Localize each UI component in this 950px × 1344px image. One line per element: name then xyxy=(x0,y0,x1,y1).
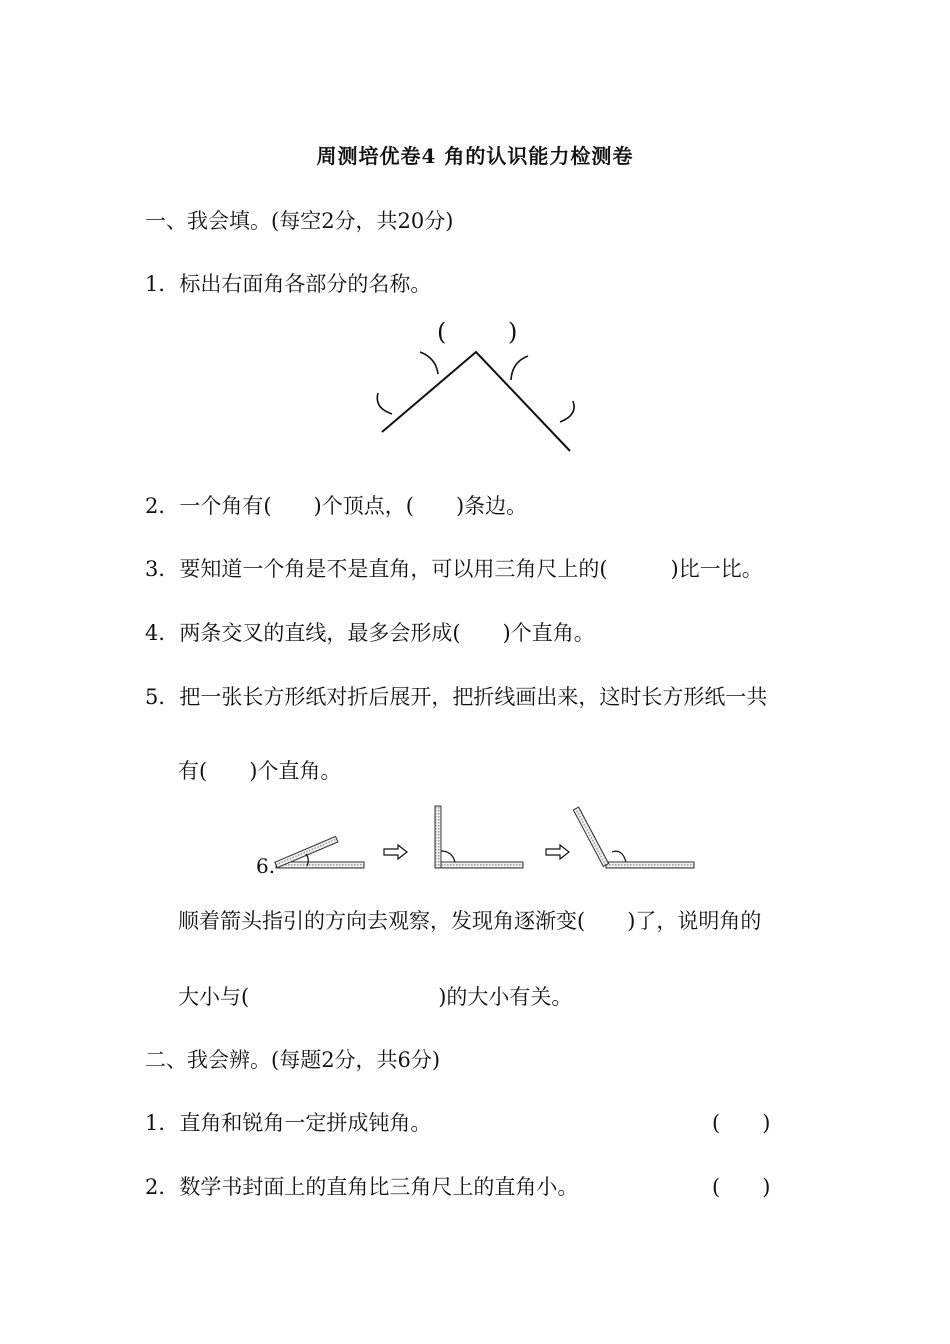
question-1-6-label: 6. xyxy=(256,854,276,878)
page-title: 周测培优卷4 角的认识能力检测卷 xyxy=(316,144,634,168)
question-1-5-line2: 有( )个直角。 xyxy=(178,759,342,783)
question-1-4: 4．两条交叉的直线，最多会形成( )个直角。 xyxy=(145,621,595,645)
blank-close-paren: ) xyxy=(508,318,518,346)
question-1-6-line2: 大小与( )的大小有关。 xyxy=(178,985,573,1009)
question-1-1: 1．标出右面角各部分的名称。 xyxy=(145,272,432,296)
question-1-2: 2．一个角有( )个顶点，( )条边。 xyxy=(145,494,528,518)
blank-open-paren: ( xyxy=(437,318,447,346)
angle-sides xyxy=(382,352,570,451)
label-arc-vertex-left xyxy=(420,352,438,374)
arrow-right-icon xyxy=(384,845,407,859)
answer-blank-2-2[interactable]: ( ) xyxy=(712,1175,771,1199)
angle-figure-obtuse xyxy=(573,807,694,868)
question-2-2: 2．数学书封面上的直角比三角尺上的直角小。 xyxy=(145,1175,579,1199)
question-2-1: 1．直角和锐角一定拼成钝角。 xyxy=(145,1111,432,1135)
section2-heading: 二、我会辨。(每题2分，共6分) xyxy=(145,1048,441,1072)
label-arc-vertex-right xyxy=(511,356,528,380)
angle-figure-right xyxy=(435,806,523,868)
question-1-5-line1: 5．把一张长方形纸对折后展开，把折线画出来，这时长方形纸一共 xyxy=(145,685,768,709)
label-arc-right-side xyxy=(560,401,574,422)
section1-heading: 一、我会填。(每空2分，共20分) xyxy=(145,209,454,233)
label-arc-left-side xyxy=(377,393,392,414)
arrow-right-icon xyxy=(546,845,569,859)
angle-figure-small xyxy=(275,836,364,868)
question-1-6-line1: 顺着箭头指引的方向去观察，发现角逐渐变( )了，说明角的 xyxy=(178,909,762,933)
question-1-3: 3．要知道一个角是不是直角，可以用三角尺上的( )比一比。 xyxy=(145,557,763,581)
answer-blank-2-1[interactable]: ( ) xyxy=(712,1111,771,1135)
